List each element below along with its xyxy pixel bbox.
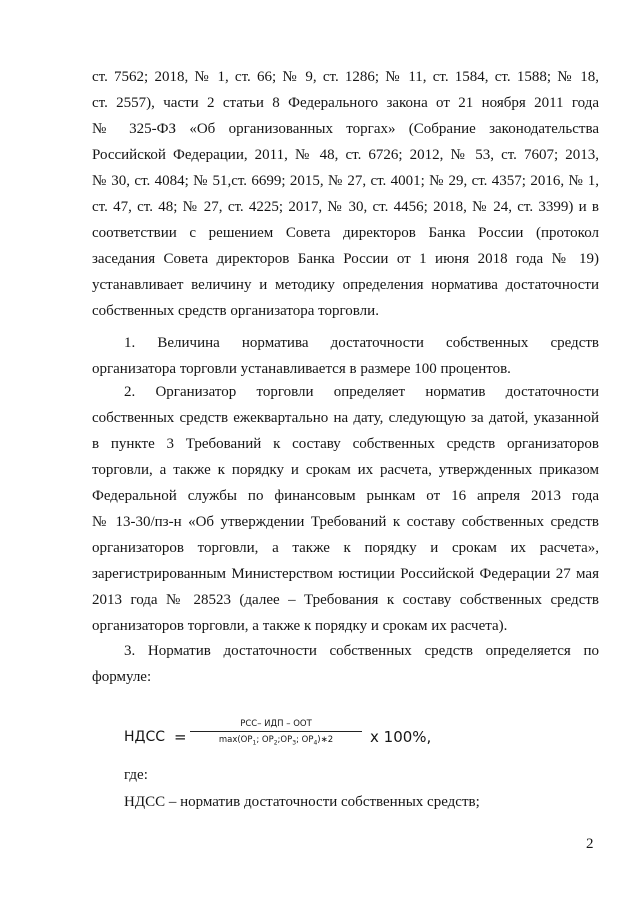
text-line: заседания Совета директоров Банка России от 1 июня 2018 года № 19) (92, 251, 599, 267)
text-line: ст. 2557), части 2 статьи 8 Федерального закона от 21 ноября 2011 года (92, 95, 599, 111)
den-open: max(ОР (218, 735, 253, 745)
den-sub-4: 4 (313, 739, 318, 747)
item-2-paragraph (92, 379, 599, 639)
text-line: 2. Организатор торговли определяет норматив достаточности (124, 384, 599, 400)
text-line: Федеральной службы по финансовым рынкам от 16 апреля 2013 года (92, 488, 599, 504)
where-label: где: (124, 767, 148, 783)
text-line: торговли, а также к порядку и срокам их расчета, утвержденных приказом (92, 462, 599, 478)
den-close: )∗2 (317, 735, 334, 745)
item-1-paragraph (92, 330, 599, 382)
text-line: организаторов торговли, а также к порядку и срокам их расчета). (92, 618, 508, 634)
text-line: 2013 года № 28523 (далее – Требования к составу собственных средств (92, 592, 599, 608)
text-line: собственных средств организатора торговли. (92, 303, 379, 319)
den-sub-1: 1 (252, 739, 257, 747)
page-number: 2 (586, 836, 594, 852)
formula-equals: = (174, 728, 187, 746)
formula-fraction (190, 718, 362, 750)
text-line: соответствии с решением Совета директоров Банка России (протокол (92, 225, 599, 241)
text-line: № 30, ст. 4084; № 51,ст. 6699; 2015, № 27, ст. 4001; № 29, ст. 4357; 2016, № 1, (92, 173, 599, 189)
text-line: организаторов торговли, а также к порядку и срокам их расчета», (92, 540, 599, 556)
text-line: в пункте 3 Требований к составу собственных средств организаторов (92, 436, 599, 452)
text-line: ст. 47, ст. 48; № 27, ст. 4225; 2017, № 30, ст. 4456; 2018, № 24, ст. 3399) и в (92, 199, 599, 215)
text-line: № 325-ФЗ «Об организованных торгах» (Собрание законодательства (92, 121, 599, 137)
text-line: собственных средств ежеквартально на дату, следующую за датой, указанной (92, 410, 599, 426)
text-line: Российской Федерации, 2011, № 48, ст. 6726; 2012, № 53, ст. 7607; 2013, (92, 147, 599, 163)
den-sub-2: 2 (273, 739, 278, 747)
formula-numerator: РСС– ИДП – ООТ (240, 719, 312, 729)
text-line: устанавливает величину и методику определения норматива достаточности (92, 277, 599, 293)
preamble-paragraph (92, 64, 599, 324)
text-line: ст. 7562; 2018, № 1, ст. 66; № 9, ст. 1286; № 11, ст. 1584, ст. 1588; № 18, (92, 69, 599, 85)
text-line: 3. Норматив достаточности собственных средств определяется по (124, 643, 599, 659)
text-line: формуле: (92, 669, 152, 685)
definition-line: НДСС – норматив достаточности собственных средств; (124, 794, 480, 810)
formula-denominator (190, 734, 362, 750)
text-line: организатора торговли устанавливается в размере 100 процентов. (92, 361, 511, 377)
den-sub-3: 3 (292, 739, 297, 747)
formula (124, 718, 464, 760)
formula-lhs: НДСС (124, 729, 166, 745)
text-line: № 13-30/пз-н «Об утверждении Требований к составу собственных средств (92, 514, 599, 530)
text-line: 1. Величина норматива достаточности собственных средств (124, 335, 599, 351)
text-line: зарегистрированным Министерством юстиции Российской Федерации 27 мая (92, 566, 599, 582)
item-3-paragraph (92, 638, 599, 690)
den-sep-1: ; ОР (256, 735, 274, 745)
den-sep-3: ; ОР (296, 735, 314, 745)
fraction-bar (190, 731, 362, 732)
formula-multiplier: x 100%, (370, 728, 432, 746)
den-sep-2: ;ОР (277, 735, 293, 745)
